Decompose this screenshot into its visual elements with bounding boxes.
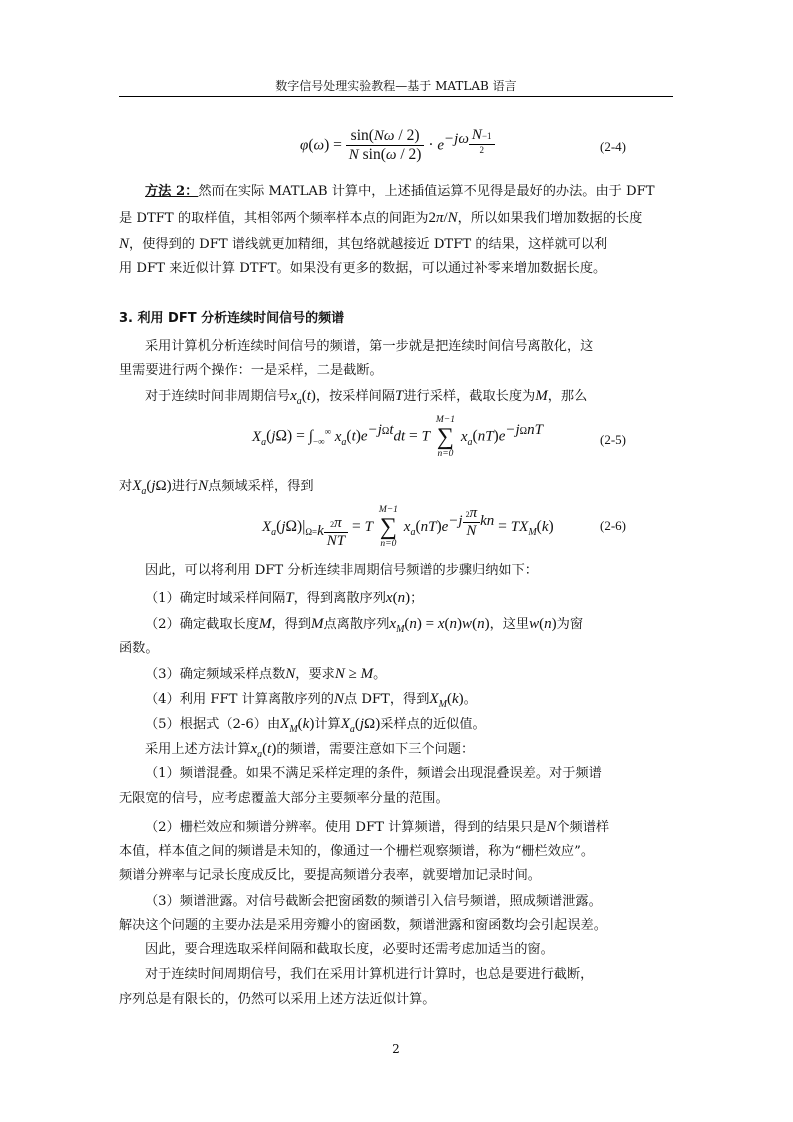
- section3-p7-line1: 对于连续时间周期信号，我们在采用计算机进行计算时，也总是要进行截断，: [145, 967, 594, 982]
- equation-2-4: φ(ω) = $\frac{\sin(N\omega / 2)}{\text{N sin(ω / 2)}}$ · $e^{-j\omega \frac{N-1}{2}}$: [300, 127, 495, 164]
- section-3-heading: 3. 利用 DFT 分析连续时间信号的频谱: [119, 311, 345, 326]
- section3-p6: 因此，要合理选取采样间隔和截取长度，必要时还需考虑加适当的窗。: [145, 942, 554, 957]
- step-1: （1）确定时域采样间隔T，得到离散序列x(n)；: [145, 590, 424, 606]
- step-4: （4）利用 FFT 计算离散序列的N点 DFT，得到$X_M(k)$。: [145, 691, 477, 710]
- issue-2-line-1: （2）栅栏效应和频谱分辨率。使用 DFT 计算频谱，得到的结果只是N个频谱样: [145, 819, 610, 835]
- equation-number-2-5: (2-5): [600, 432, 626, 447]
- method2-line-3: N，使得到的 DFT 谱线就更加精细，其包络就越接近 DTFT 的结果，这样就可以利: [119, 236, 608, 252]
- step-2: （2）确定截取长度M，得到M点离散序列$x_M(n) = x(n)w(n)$，这里w(n)为窗: [145, 616, 584, 635]
- section3-p1-line2: 里需要进行两个操作：一是采样，二是截断。: [119, 363, 383, 378]
- method2-line-2: 是 DTFT 的取样值，其相邻两个频率样本点的间距为2π/N，所以如果我们增加数据的长度: [119, 210, 643, 226]
- step-2-cont: 函数。: [119, 641, 159, 656]
- page-number: 2: [392, 1042, 400, 1056]
- equation-2-5: $X_a(j\Omega) = \int_{-\infty}^\infty$ $x_a(t)e^{-j\Omega t}dt = T$ M−1 ∑ n=0 $x_a(nT)e^{-j\Omega nT}$: [252, 415, 543, 459]
- method2-line-4: 用 DFT 来近似计算 DTFT。如果没有更多的数据，可以通过补零来增加数据长度。: [119, 261, 607, 276]
- method2-label: 方法 2：: [145, 184, 199, 199]
- running-header: 数字信号处理实验教程—基于 MATLAB 语言: [275, 79, 517, 93]
- section3-p7-line2: 序列总是有限长的，仍然可以采用上述方法近似计算。: [119, 992, 436, 1007]
- section3-p1-line1: 采用计算机分析连续时间信号的频谱，第一步就是把连续时间信号离散化，这: [145, 339, 594, 354]
- issue-1-line-2: 无限宽的信号，应考虑覆盖大部分主要频率分量的范围。: [119, 791, 449, 806]
- step-5: （5）根据式（2-6）由$X_M(k)$计算$X_a(j\Omega)$采样点的近似值。: [145, 716, 486, 735]
- equation-2-6: $X_a(j\Omega)|_{\Omega=k \frac{2\pi}{NT}}$ = T M−1 ∑ n=0 $x_a(nT)e^{-j \frac{2\pi}{N} kn} = TX_M(k)$: [262, 505, 554, 550]
- section3-p3: 对$X_a(j\Omega)$进行N点频域采样，得到: [119, 478, 314, 497]
- section3-p5: 采用上述方法计算$x_a(t)$的频谱，需要注意如下三个问题：: [145, 741, 475, 760]
- issue-1-line-1: （1）频谱混叠。如果不满足采样定理的条件，频谱会出现混叠误差。对于频谱: [145, 766, 602, 781]
- equation-number-2-6: (2-6): [600, 518, 626, 533]
- issue-2-line-3: 频谱分辨率与记录长度成反比，要提高频谱分表率，就要增加记录时间。: [119, 868, 541, 883]
- issue-3-line-2: 解决这个问题的主要办法是采用旁瓣小的窗函数，频谱泄露和窗函数均会引起误差。: [119, 918, 607, 933]
- step-3: （3）确定频域采样点数N，要求N ≥ M。: [145, 666, 387, 682]
- issue-2-line-2: 本值，样本值之间的频谱是未知的，像通过一个栅栏观察频谱，称为“栅栏效应”。: [119, 844, 595, 859]
- issue-3-line-1: （3）频谱泄露。对信号截断会把窗函数的频谱引入信号频谱，照成频谱泄露。: [145, 894, 602, 909]
- section3-p2: 对于连续时间非周期信号$x_a(t)$，按采样间隔T进行采样，截取长度为M，那么: [145, 388, 588, 407]
- header-rule: [119, 96, 673, 97]
- section3-p4: 因此，可以将利用 DFT 分析连续非周期信号频谱的步骤归纳如下：: [145, 563, 538, 578]
- method2-line-1: 方法 2：然而在实际 MATLAB 计算中，上述插值运算不见得是最好的办法。由于 DFT: [145, 184, 655, 199]
- equation-number-2-4: (2-4): [600, 139, 626, 154]
